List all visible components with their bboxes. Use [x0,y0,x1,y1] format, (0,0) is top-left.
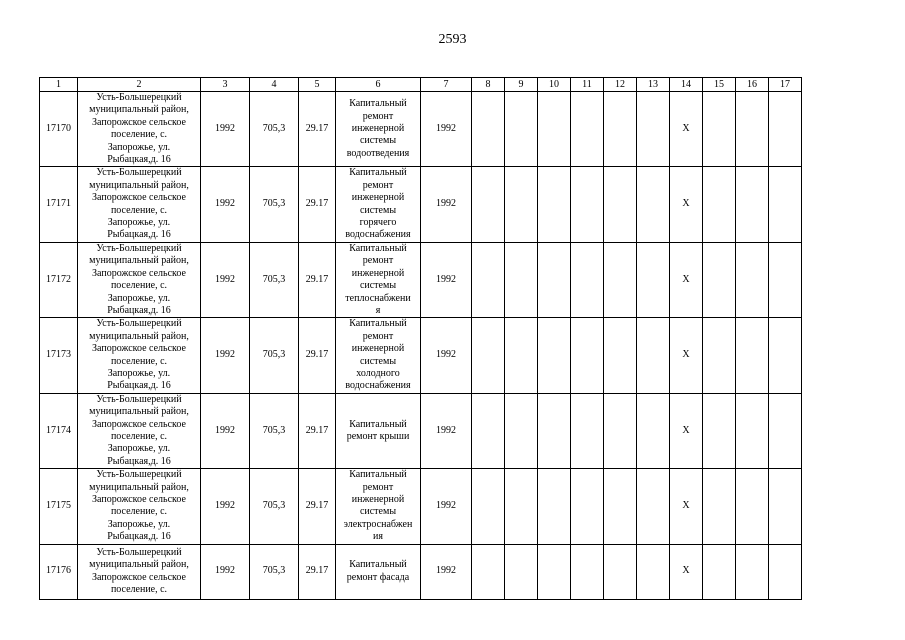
cell-empty [472,92,505,167]
cell-year: 1992 [201,92,250,167]
cell-rate: 29.17 [299,167,336,242]
cell-year: 1992 [201,242,250,317]
cell-id: 17174 [40,393,78,468]
cell-year: 1992 [201,318,250,393]
column-header: 4 [250,78,299,92]
cell-empty [703,318,736,393]
cell-empty [637,242,670,317]
table-row [40,92,802,167]
table-row [40,318,802,393]
cell-mark: X [670,318,703,393]
table-row [40,242,802,317]
cell-empty [769,469,802,544]
table-row [40,393,802,468]
cell-id: 17173 [40,318,78,393]
cell-empty [703,469,736,544]
cell-area: 705,3 [250,318,299,393]
column-header: 10 [538,78,571,92]
cell-empty [736,92,769,167]
table-header-row [40,78,802,92]
cell-empty [769,393,802,468]
column-header: 5 [299,78,336,92]
cell-empty [703,167,736,242]
column-header: 13 [637,78,670,92]
cell-area: 705,3 [250,167,299,242]
cell-empty [505,318,538,393]
column-header: 15 [703,78,736,92]
cell-area: 705,3 [250,393,299,468]
cell-empty [736,469,769,544]
cell-empty [637,167,670,242]
cell-plan-year: 1992 [421,469,472,544]
cell-empty [505,242,538,317]
cell-work-type: Капитальный ремонт крыши [336,393,421,468]
cell-plan-year: 1992 [421,393,472,468]
cell-empty [538,393,571,468]
cell-mark: X [670,469,703,544]
cell-empty [505,92,538,167]
cell-empty [505,393,538,468]
cell-empty [637,92,670,167]
cell-address: Усть-Большерецкий муниципальный район, Запорожское сельское поселение, с. Запорожье, ул. Рыбацкая,д. 16 [78,469,201,544]
cell-empty [472,318,505,393]
cell-year: 1992 [201,544,250,599]
cell-area: 705,3 [250,92,299,167]
cell-empty [472,544,505,599]
cell-plan-year: 1992 [421,318,472,393]
cell-empty [604,242,637,317]
cell-work-type: Капитальный ремонт инженерной системы водоотведения [336,92,421,167]
column-header: 17 [769,78,802,92]
cell-work-type: Капитальный ремонт инженерной системы теплоснабжени я [336,242,421,317]
cell-empty [472,469,505,544]
cell-empty [637,469,670,544]
cell-empty [769,318,802,393]
cell-area: 705,3 [250,544,299,599]
cell-empty [505,544,538,599]
column-header: 3 [201,78,250,92]
cell-address: Усть-Большерецкий муниципальный район, Запорожское сельское поселение, с. [78,544,201,599]
cell-mark: X [670,393,703,468]
column-header: 9 [505,78,538,92]
cell-empty [736,393,769,468]
cell-empty [637,318,670,393]
cell-plan-year: 1992 [421,544,472,599]
cell-empty [604,92,637,167]
cell-empty [571,544,604,599]
cell-address: Усть-Большерецкий муниципальный район, Запорожское сельское поселение, с. Запорожье, ул. Рыбацкая,д. 16 [78,242,201,317]
cell-empty [736,167,769,242]
cell-plan-year: 1992 [421,92,472,167]
cell-empty [538,92,571,167]
cell-empty [604,167,637,242]
cell-empty [736,318,769,393]
cell-address: Усть-Большерецкий муниципальный район, Запорожское сельское поселение, с. Запорожье, ул. Рыбацкая,д. 16 [78,167,201,242]
cell-empty [472,393,505,468]
cell-address: Усть-Большерецкий муниципальный район, Запорожское сельское поселение, с. Запорожье, ул. Рыбацкая,д. 16 [78,318,201,393]
cell-empty [538,242,571,317]
cell-area: 705,3 [250,242,299,317]
column-header: 7 [421,78,472,92]
cell-id: 17175 [40,469,78,544]
cell-empty [604,469,637,544]
cell-id: 17170 [40,92,78,167]
cell-year: 1992 [201,469,250,544]
column-header: 14 [670,78,703,92]
cell-empty [703,393,736,468]
cell-rate: 29.17 [299,242,336,317]
cell-rate: 29.17 [299,318,336,393]
cell-mark: X [670,544,703,599]
cell-empty [769,92,802,167]
cell-empty [571,318,604,393]
cell-empty [769,167,802,242]
table-row [40,469,802,544]
column-header: 11 [571,78,604,92]
cell-empty [538,167,571,242]
cell-empty [571,92,604,167]
cell-address: Усть-Большерецкий муниципальный район, Запорожское сельское поселение, с. Запорожье, ул. Рыбацкая,д. 16 [78,393,201,468]
cell-empty [505,469,538,544]
cell-empty [604,544,637,599]
cell-empty [505,167,538,242]
page-number: 2593 [438,32,467,47]
cell-empty [703,92,736,167]
column-header: 1 [40,78,78,92]
cell-id: 17176 [40,544,78,599]
column-header: 6 [336,78,421,92]
cell-plan-year: 1992 [421,242,472,317]
cell-empty [769,242,802,317]
cell-empty [703,544,736,599]
column-header: 16 [736,78,769,92]
cell-year: 1992 [201,167,250,242]
cell-year: 1992 [201,393,250,468]
cell-rate: 29.17 [299,393,336,468]
cell-empty [736,544,769,599]
cell-work-type: Капитальный ремонт фасада [336,544,421,599]
cell-empty [637,544,670,599]
table-row [40,167,802,242]
cell-empty [604,393,637,468]
cell-empty [571,393,604,468]
cell-empty [472,242,505,317]
register-table [39,77,802,600]
cell-empty [538,318,571,393]
cell-rate: 29.17 [299,469,336,544]
cell-empty [703,242,736,317]
cell-empty [736,242,769,317]
cell-mark: X [670,167,703,242]
cell-empty [571,242,604,317]
cell-empty [604,318,637,393]
cell-empty [571,469,604,544]
column-header: 8 [472,78,505,92]
cell-id: 17171 [40,167,78,242]
cell-work-type: Капитальный ремонт инженерной системы горячего водоснабжения [336,167,421,242]
cell-rate: 29.17 [299,544,336,599]
cell-empty [571,167,604,242]
cell-mark: X [670,92,703,167]
cell-id: 17172 [40,242,78,317]
table-row [40,544,802,599]
column-header: 2 [78,78,201,92]
cell-mark: X [670,242,703,317]
column-header: 12 [604,78,637,92]
cell-rate: 29.17 [299,92,336,167]
cell-address: Усть-Большерецкий муниципальный район, Запорожское сельское поселение, с. Запорожье, ул. Рыбацкая,д. 16 [78,92,201,167]
cell-work-type: Капитальный ремонт инженерной системы электроснабжен ия [336,469,421,544]
cell-empty [538,544,571,599]
cell-empty [769,544,802,599]
cell-empty [472,167,505,242]
cell-plan-year: 1992 [421,167,472,242]
cell-work-type: Капитальный ремонт инженерной системы холодного водоснабжения [336,318,421,393]
cell-area: 705,3 [250,469,299,544]
cell-empty [538,469,571,544]
cell-empty [637,393,670,468]
